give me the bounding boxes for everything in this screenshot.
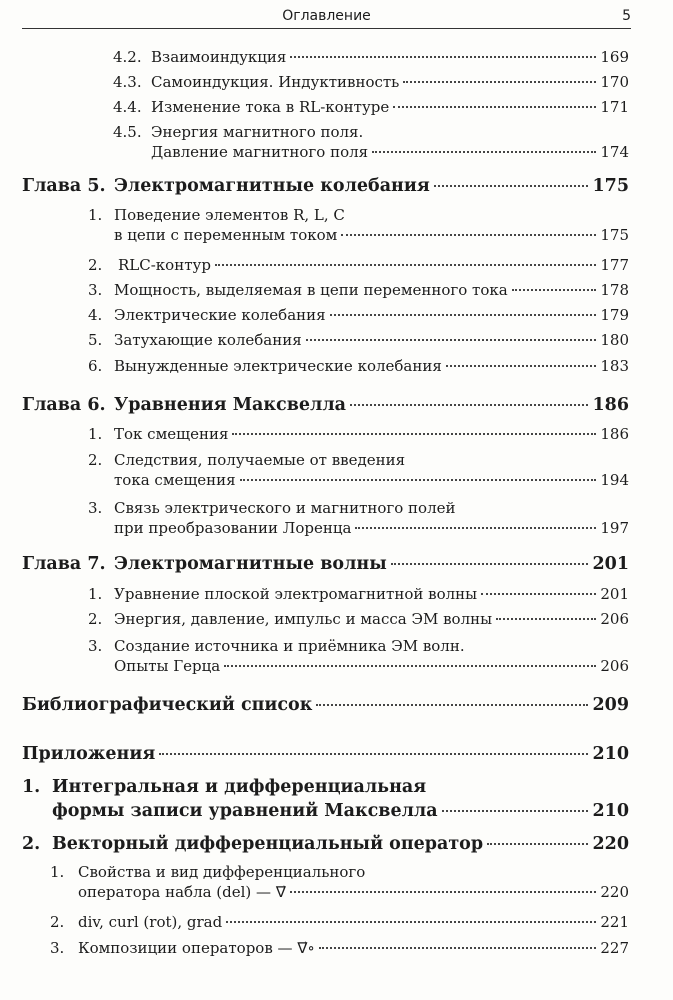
- entry-page: 183: [600, 357, 629, 375]
- leader-dots: [481, 593, 596, 595]
- chapter-number: Глава 7.: [22, 554, 106, 574]
- entry-page: 169: [600, 48, 629, 66]
- toc-entry[interactable]: [113, 122, 629, 162]
- entry-page: 201: [600, 585, 629, 603]
- entry-title: тока смещения: [114, 471, 236, 489]
- chapter-page: 186: [592, 395, 629, 415]
- entry-number: 2.: [88, 451, 103, 469]
- entry-page: 170: [600, 73, 629, 91]
- entry-number: 4.: [88, 306, 103, 324]
- entry-title: оператора набла (del) — ∇⃗: [78, 883, 286, 901]
- entry-number: 4.4.: [113, 98, 142, 116]
- entry-title: Взаимоиндукция: [151, 48, 287, 66]
- entry-number: 4.5.: [113, 123, 142, 141]
- leader-dots: [306, 339, 597, 341]
- entry-title-line1: Поведение элементов R, L, C: [114, 206, 345, 224]
- entry-page: 194: [600, 471, 629, 489]
- toc-entry[interactable]: [88, 584, 629, 604]
- entry-number: 3.: [88, 281, 103, 299]
- entry-title: Самоиндукция. Индуктивность: [151, 73, 400, 91]
- leader-dots: [446, 365, 597, 367]
- entry-number: 2.: [88, 256, 103, 274]
- entry-page: 178: [600, 281, 629, 299]
- toc-entry[interactable]: [88, 305, 629, 325]
- entry-number: 1.: [88, 585, 103, 603]
- chapter-title: Электромагнитные колебания: [114, 176, 430, 196]
- appendix-number: 2.: [22, 834, 41, 854]
- appendix-title-line1: Интегральная и дифференциальная: [52, 777, 427, 797]
- leader-dots: [403, 81, 596, 83]
- bibliography-page: 209: [592, 695, 629, 715]
- appendix-page: 210: [592, 801, 629, 821]
- leader-dots: [316, 704, 588, 706]
- entry-title: Опыты Герца: [114, 657, 221, 675]
- entry-page: 221: [600, 913, 629, 931]
- chapter-title: Электромагнитные волны: [114, 554, 387, 574]
- toc-entry[interactable]: [113, 97, 629, 117]
- toc-appendix[interactable]: [22, 775, 629, 823]
- entry-number: 4.3.: [113, 73, 142, 91]
- toc-entry[interactable]: [88, 255, 629, 275]
- entry-title-line1: Создание источника и приёмника ЭМ волн.: [114, 637, 465, 655]
- entry-page: 180: [600, 331, 629, 349]
- toc-entry[interactable]: [88, 609, 629, 629]
- entry-title-line1: Связь электрического и магнитного полей: [114, 499, 456, 517]
- entry-page: 186: [600, 425, 629, 443]
- toc-appendices[interactable]: [22, 742, 629, 766]
- appendix-title: формы записи уравнений Максвелла: [52, 801, 438, 821]
- toc-entry[interactable]: [50, 912, 629, 932]
- entry-title-line1: Следствия, получаемые от введения: [114, 451, 406, 469]
- toc-entry[interactable]: [50, 862, 629, 902]
- entry-page: 220: [600, 883, 629, 901]
- appendices-page: 210: [592, 744, 629, 764]
- leader-dots: [393, 106, 596, 108]
- entry-number: 5.: [88, 331, 103, 349]
- entry-title: при преобразовании Лоренца: [114, 519, 352, 537]
- running-header: [22, 4, 631, 29]
- toc-entry[interactable]: [88, 205, 629, 245]
- chapter-page: 201: [592, 554, 629, 574]
- toc-entry[interactable]: [88, 424, 629, 444]
- leader-dots: [159, 753, 588, 755]
- entry-number: 4.2.: [113, 48, 142, 66]
- appendix-number: 1.: [22, 777, 41, 797]
- entry-number: 6.: [88, 357, 103, 375]
- appendix-page: 220: [592, 834, 629, 854]
- leader-dots: [350, 404, 588, 406]
- leader-dots: [319, 947, 597, 949]
- entry-page: 206: [600, 610, 629, 628]
- leader-dots: [226, 921, 596, 923]
- bibliography-title: Библиографический список: [22, 695, 313, 715]
- leader-dots: [442, 810, 589, 812]
- chapter-number: Глава 5.: [22, 176, 106, 196]
- toc-entry[interactable]: [88, 498, 629, 538]
- entry-page: 227: [600, 939, 629, 957]
- entry-number: 1.: [88, 206, 103, 224]
- entry-title: RLC-контур: [118, 256, 211, 274]
- entry-page: 175: [600, 226, 629, 244]
- toc-entry[interactable]: [88, 356, 629, 376]
- toc-entry[interactable]: [88, 330, 629, 350]
- entry-title-line1: Свойства и вид дифференциального: [78, 863, 366, 881]
- entry-title: Ток смещения: [114, 425, 229, 443]
- entry-title: Композиции операторов — ∇⃗∘: [78, 939, 315, 957]
- entry-page: 171: [600, 98, 629, 116]
- entry-number: 2.: [88, 610, 103, 628]
- chapter-number: Глава 6.: [22, 395, 106, 415]
- header-page-number: 5: [622, 8, 631, 24]
- entry-number: 3.: [88, 499, 103, 517]
- toc-entry[interactable]: [88, 280, 629, 300]
- entry-title: Затухающие колебания: [114, 331, 302, 349]
- entry-number: 1.: [88, 425, 103, 443]
- entry-title: Электрические колебания: [114, 306, 326, 324]
- entry-number: 3.: [88, 637, 103, 655]
- leader-dots: [330, 314, 597, 316]
- header-title: Оглавление: [282, 8, 371, 24]
- leader-dots: [512, 289, 597, 291]
- entry-page: 197: [600, 519, 629, 537]
- leader-dots: [290, 56, 596, 58]
- entry-number: 2.: [50, 913, 65, 931]
- entry-number: 1.: [50, 863, 65, 881]
- toc-chapter[interactable]: [22, 174, 629, 198]
- toc-appendix[interactable]: [22, 832, 629, 856]
- toc-chapter[interactable]: [22, 552, 629, 576]
- leader-dots: [232, 433, 596, 435]
- entry-page: 174: [600, 143, 629, 161]
- chapter-title: Уравнения Максвелла: [114, 395, 347, 415]
- toc-entry[interactable]: [88, 636, 629, 676]
- entry-title: Мощность, выделяемая в цепи переменного тока: [114, 281, 508, 299]
- leader-dots: [224, 665, 596, 667]
- entry-title: Изменение тока в RL-контуре: [151, 98, 390, 116]
- entry-title: Энергия, давление, импульс и масса ЭМ волны: [114, 610, 493, 628]
- leader-dots: [240, 479, 597, 481]
- toc-entry[interactable]: [50, 938, 629, 958]
- chapter-page: 175: [592, 176, 629, 196]
- leader-dots: [372, 151, 596, 153]
- toc-chapter[interactable]: [22, 393, 629, 417]
- leader-dots: [496, 618, 596, 620]
- entry-title: Вынужденные электрические колебания: [114, 357, 442, 375]
- appendix-title: Векторный дифференциальный оператор: [52, 834, 484, 854]
- leader-dots: [290, 891, 597, 893]
- leader-dots: [434, 185, 589, 187]
- entry-title: Уравнение плоской электромагнитной волны: [114, 585, 478, 603]
- leader-dots: [487, 843, 588, 845]
- leader-dots: [391, 563, 589, 565]
- entry-title: Давление магнитного поля: [151, 143, 369, 161]
- leader-dots: [355, 527, 596, 529]
- leader-dots: [215, 264, 596, 266]
- entry-number: 3.: [50, 939, 65, 957]
- appendices-title: Приложения: [22, 744, 156, 764]
- toc-entry[interactable]: [113, 72, 629, 92]
- toc-entry[interactable]: [113, 47, 629, 67]
- entry-title-line1: Энергия магнитного поля.: [151, 123, 364, 141]
- toc-entry[interactable]: [88, 450, 629, 490]
- leader-dots: [341, 234, 596, 236]
- entry-page: 206: [600, 657, 629, 675]
- entry-title: в цепи с переменным током: [114, 226, 338, 244]
- entry-page: 179: [600, 306, 629, 324]
- toc-bibliography[interactable]: [22, 693, 629, 717]
- entry-title: div, curl (rot), grad: [78, 913, 223, 931]
- entry-page: 177: [600, 256, 629, 274]
